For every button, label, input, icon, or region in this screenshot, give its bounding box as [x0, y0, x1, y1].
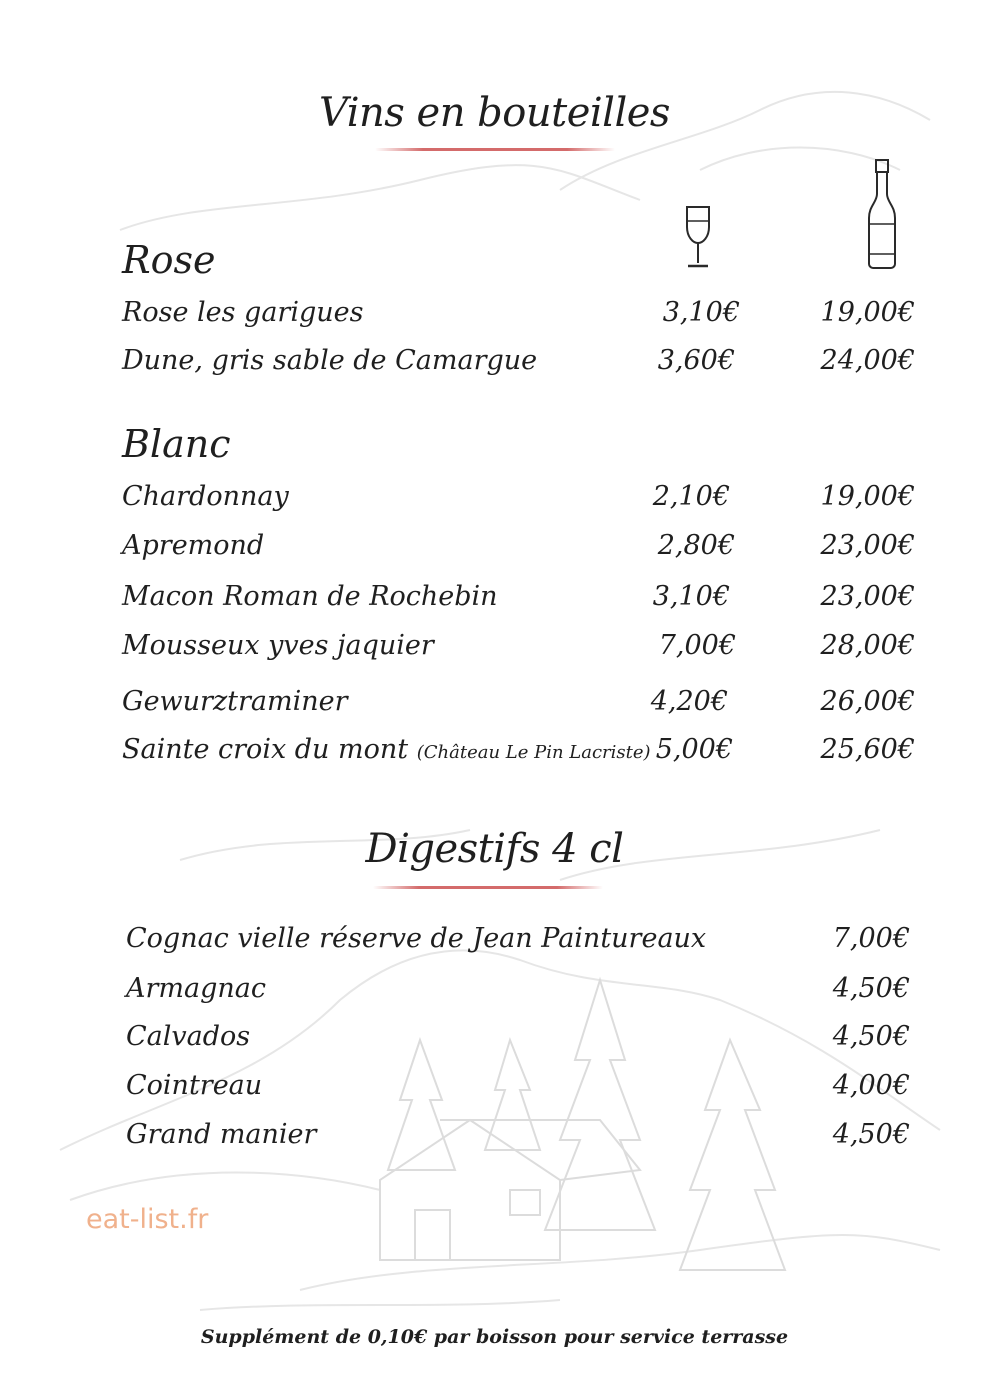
digestif-name: Cognac vielle réserve de Jean Paintureaux	[126, 923, 707, 954]
wine-bottle-price: 23,00€	[820, 581, 915, 612]
wine-row	[0, 530, 989, 570]
wine-bottle-price: 26,00€	[820, 686, 915, 717]
wine-bottle-price: 28,00€	[820, 630, 915, 661]
wine-name: Gewurztraminer	[122, 686, 348, 717]
digestif-name: Grand manier	[126, 1119, 317, 1150]
wine-glass-icon	[683, 205, 713, 269]
digestifs-section-title: Digestifs 4 cl	[365, 826, 624, 872]
wine-row	[0, 345, 989, 385]
wine-bottle-price: 24,00€	[820, 345, 915, 376]
digestif-name: Calvados	[126, 1021, 251, 1052]
wines-section-title: Vins en bouteilles	[319, 90, 670, 136]
wine-row	[0, 481, 989, 521]
digestif-row	[0, 973, 989, 1013]
wine-bottle-icon	[866, 158, 898, 270]
wine-bottle-price: 25,60€	[820, 734, 915, 765]
wine-glass-price: 3,10€	[662, 297, 740, 328]
wine-bottle-price: 19,00€	[820, 297, 915, 328]
wine-row	[0, 630, 989, 670]
wine-glass-price: 2,80€	[657, 530, 735, 561]
digestif-row	[0, 1119, 989, 1159]
wine-glass-price: 5,00€	[655, 734, 733, 765]
digestif-row	[0, 1021, 989, 1061]
wine-bottle-price: 23,00€	[820, 530, 915, 561]
wine-glass-price: 3,60€	[657, 345, 735, 376]
digestif-name: Armagnac	[126, 973, 266, 1004]
wine-row	[0, 297, 989, 337]
wine-glass-price: 7,00€	[658, 630, 736, 661]
digestif-price: 7,00€	[832, 923, 910, 954]
wine-name: Rose les garigues	[122, 297, 364, 328]
digestif-row	[0, 1070, 989, 1110]
wine-name-text: Sainte croix du mont	[122, 734, 409, 765]
wine-row	[0, 686, 989, 726]
wine-name: Macon Roman de Rochebin	[122, 581, 498, 612]
wine-name	[122, 734, 651, 765]
category-title-blanc: Blanc	[122, 422, 231, 466]
category-title-rose: Rose	[122, 238, 216, 282]
wine-glass-price: 3,10€	[652, 581, 730, 612]
digestif-row	[0, 923, 989, 963]
digestif-price: 4,00€	[832, 1070, 910, 1101]
wine-name: Apremond	[122, 530, 265, 561]
digestif-price: 4,50€	[832, 1119, 910, 1150]
digestif-price: 4,50€	[832, 1021, 910, 1052]
wines-title-underline	[375, 148, 615, 151]
wine-name: Mousseux yves jaquier	[122, 630, 434, 661]
wine-bottle-price: 19,00€	[820, 481, 915, 512]
digestif-price: 4,50€	[832, 973, 910, 1004]
wine-producer-note: (Château Le Pin Lacriste)	[416, 742, 651, 763]
digestif-name: Cointreau	[126, 1070, 263, 1101]
wine-row	[0, 581, 989, 621]
wine-glass-price: 2,10€	[652, 481, 730, 512]
wine-glass-price: 4,20€	[650, 686, 728, 717]
wine-name: Dune, gris sable de Camargue	[122, 345, 538, 376]
watermark-text: eat-list.fr	[86, 1204, 209, 1235]
digestifs-title-underline	[373, 886, 603, 889]
footer-terrace-note: Supplément de 0,10€ par boisson pour service terrasse	[200, 1326, 789, 1348]
wine-row	[0, 734, 989, 774]
wine-name: Chardonnay	[122, 481, 289, 512]
